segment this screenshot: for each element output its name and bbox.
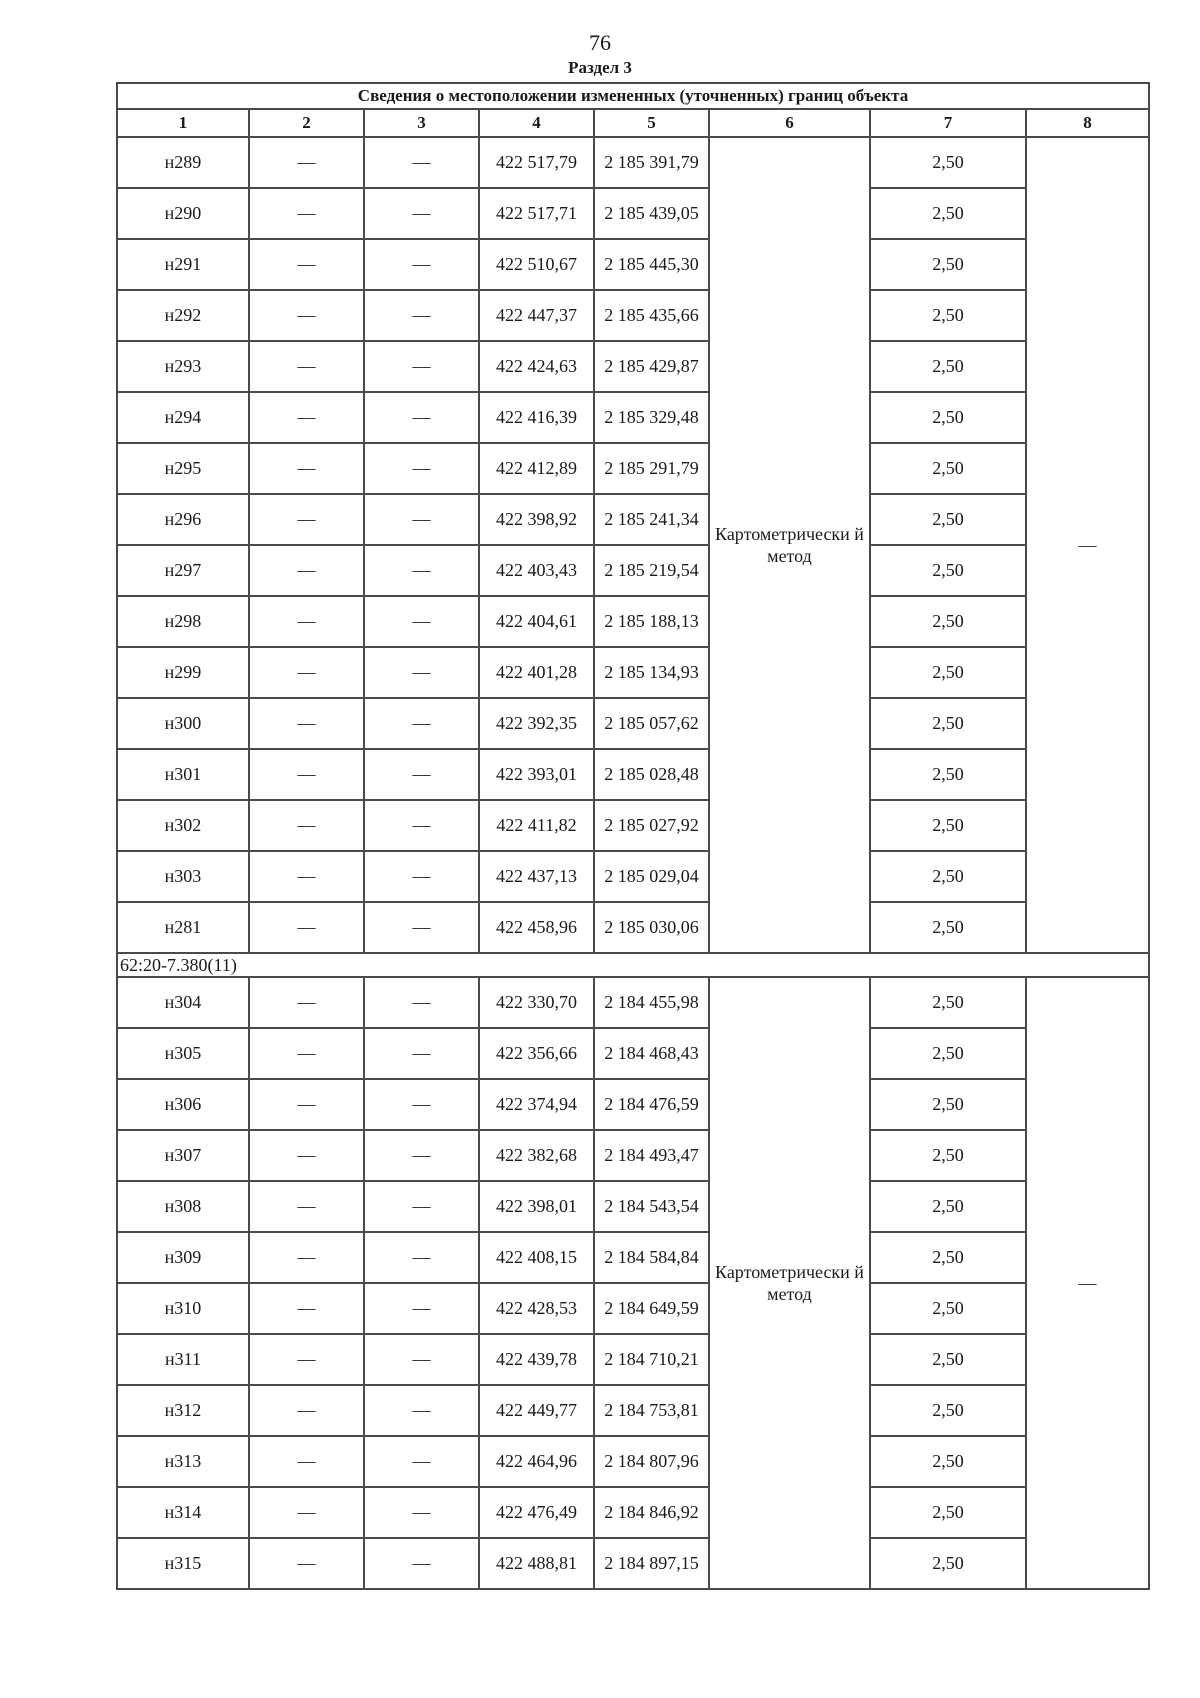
dash-cell: — [364,749,479,800]
accuracy-cell: 2,50 [870,1283,1026,1334]
dash-cell: — [364,290,479,341]
dash-cell: — [364,1130,479,1181]
y-coordinate-cell: 2 185 391,79 [594,137,709,188]
x-coordinate-cell: 422 464,96 [479,1436,594,1487]
method-cell: Картометрически й метод [709,977,870,1589]
y-coordinate-cell: 2 184 584,84 [594,1232,709,1283]
table-row [117,443,1149,494]
dash-cell: — [364,545,479,596]
y-coordinate-cell: 2 185 329,48 [594,392,709,443]
y-coordinate-cell: 2 185 057,62 [594,698,709,749]
point-number-cell: н281 [117,902,249,953]
accuracy-cell: 2,50 [870,1232,1026,1283]
dash-cell: — [364,902,479,953]
point-number-cell: н303 [117,851,249,902]
accuracy-cell: 2,50 [870,977,1026,1028]
accuracy-cell: 2,50 [870,290,1026,341]
x-coordinate-cell: 422 408,15 [479,1232,594,1283]
dash-cell: — [364,647,479,698]
point-number-cell: н299 [117,647,249,698]
y-coordinate-cell: 2 184 476,59 [594,1079,709,1130]
dash-cell: — [364,596,479,647]
point-number-cell: н308 [117,1181,249,1232]
y-coordinate-cell: 2 185 241,34 [594,494,709,545]
y-coordinate-cell: 2 185 291,79 [594,443,709,494]
point-number-cell: н291 [117,239,249,290]
dash-cell: — [364,1538,479,1589]
column-number: 2 [249,109,364,137]
y-coordinate-cell: 2 184 846,92 [594,1487,709,1538]
point-number-cell: н310 [117,1283,249,1334]
y-coordinate-cell: 2 184 753,81 [594,1385,709,1436]
accuracy-cell: 2,50 [870,1538,1026,1589]
dash-cell: — [249,1538,364,1589]
y-coordinate-cell: 2 184 468,43 [594,1028,709,1079]
dash-cell: — [364,1436,479,1487]
dash-cell: — [249,1181,364,1232]
y-coordinate-cell: 2 185 028,48 [594,749,709,800]
table-row [117,494,1149,545]
x-coordinate-cell: 422 393,01 [479,749,594,800]
dash-cell: — [249,800,364,851]
point-number-cell: н307 [117,1130,249,1181]
dash-cell: — [249,137,364,188]
accuracy-cell: 2,50 [870,1385,1026,1436]
accuracy-cell: 2,50 [870,443,1026,494]
table-row [117,1385,1149,1436]
dash-cell: — [249,443,364,494]
accuracy-cell: 2,50 [870,392,1026,443]
table-row [117,749,1149,800]
method-cell: Картометрически й метод [709,137,870,953]
point-number-cell: н315 [117,1538,249,1589]
accuracy-cell: 2,50 [870,1028,1026,1079]
y-coordinate-cell: 2 184 543,54 [594,1181,709,1232]
point-number-cell: н293 [117,341,249,392]
table-row [117,239,1149,290]
point-number-cell: н296 [117,494,249,545]
column-number-row [117,109,1149,137]
y-coordinate-cell: 2 184 455,98 [594,977,709,1028]
table-row [117,1028,1149,1079]
point-number-cell: н314 [117,1487,249,1538]
column-number: 6 [709,109,870,137]
accuracy-cell: 2,50 [870,647,1026,698]
x-coordinate-cell: 422 392,35 [479,698,594,749]
y-coordinate-cell: 2 185 029,04 [594,851,709,902]
x-coordinate-cell: 422 510,67 [479,239,594,290]
x-coordinate-cell: 422 424,63 [479,341,594,392]
accuracy-cell: 2,50 [870,1487,1026,1538]
y-coordinate-cell: 2 185 435,66 [594,290,709,341]
point-number-cell: н306 [117,1079,249,1130]
dash-cell: — [249,902,364,953]
dash-cell: — [249,647,364,698]
dash-cell: — [249,1028,364,1079]
dash-cell: — [364,800,479,851]
table-row [117,647,1149,698]
accuracy-cell: 2,50 [870,188,1026,239]
y-coordinate-cell: 2 185 219,54 [594,545,709,596]
accuracy-cell: 2,50 [870,851,1026,902]
y-coordinate-cell: 2 184 493,47 [594,1130,709,1181]
column-number: 1 [117,109,249,137]
table-row [117,1130,1149,1181]
dash-cell: — [364,1079,479,1130]
x-coordinate-cell: 422 439,78 [479,1334,594,1385]
accuracy-cell: 2,50 [870,1181,1026,1232]
table-row [117,290,1149,341]
page-number: 76 [589,30,611,55]
column-number: 5 [594,109,709,137]
table-row [117,902,1149,953]
accuracy-cell: 2,50 [870,800,1026,851]
dash-cell: — [249,1487,364,1538]
dash-cell: — [249,1079,364,1130]
x-coordinate-cell: 422 401,28 [479,647,594,698]
x-coordinate-cell: 422 449,77 [479,1385,594,1436]
group-label: 62:20-7.380(11) [117,953,1149,977]
point-number-cell: н300 [117,698,249,749]
dash-cell: — [249,1130,364,1181]
y-coordinate-cell: 2 184 897,15 [594,1538,709,1589]
accuracy-cell: 2,50 [870,137,1026,188]
dash-cell: — [364,977,479,1028]
point-number-cell: н313 [117,1436,249,1487]
table-row [117,1232,1149,1283]
column-8-cell: — [1026,977,1149,1589]
point-number-cell: н289 [117,137,249,188]
accuracy-cell: 2,50 [870,1334,1026,1385]
point-number-cell: н311 [117,1334,249,1385]
dash-cell: — [364,443,479,494]
dash-cell: — [364,137,479,188]
point-number-cell: н309 [117,1232,249,1283]
y-coordinate-cell: 2 184 649,59 [594,1283,709,1334]
dash-cell: — [249,977,364,1028]
x-coordinate-cell: 422 437,13 [479,851,594,902]
accuracy-cell: 2,50 [870,1079,1026,1130]
x-coordinate-cell: 422 517,79 [479,137,594,188]
dash-cell: — [364,341,479,392]
dash-cell: — [249,749,364,800]
x-coordinate-cell: 422 382,68 [479,1130,594,1181]
boundary-coordinates-table [116,82,1150,1590]
point-number-cell: н290 [117,188,249,239]
point-number-cell: н304 [117,977,249,1028]
dash-cell: — [249,851,364,902]
x-coordinate-cell: 422 412,89 [479,443,594,494]
y-coordinate-cell: 2 184 807,96 [594,1436,709,1487]
column-8-cell: — [1026,137,1149,953]
point-number-cell: н292 [117,290,249,341]
dash-cell: — [249,698,364,749]
point-number-cell: н297 [117,545,249,596]
table-caption-row [117,83,1149,109]
point-number-cell: н305 [117,1028,249,1079]
dash-cell: — [249,1436,364,1487]
point-number-cell: н302 [117,800,249,851]
dash-cell: — [249,545,364,596]
dash-cell: — [364,1487,479,1538]
dash-cell: — [364,188,479,239]
table-row [117,545,1149,596]
x-coordinate-cell: 422 428,53 [479,1283,594,1334]
dash-cell: — [364,698,479,749]
y-coordinate-cell: 2 185 439,05 [594,188,709,239]
column-number: 3 [364,109,479,137]
table-row [117,1487,1149,1538]
point-number-cell: н301 [117,749,249,800]
accuracy-cell: 2,50 [870,698,1026,749]
x-coordinate-cell: 422 447,37 [479,290,594,341]
x-coordinate-cell: 422 398,92 [479,494,594,545]
table-row [117,977,1149,1028]
dash-cell: — [249,494,364,545]
dash-cell: — [249,1283,364,1334]
table-row [117,188,1149,239]
table-row [117,1436,1149,1487]
dash-cell: — [364,1181,479,1232]
point-number-cell: н312 [117,1385,249,1436]
accuracy-cell: 2,50 [870,1130,1026,1181]
point-number-cell: н294 [117,392,249,443]
table-row [117,137,1149,188]
y-coordinate-cell: 2 185 027,92 [594,800,709,851]
dash-cell: — [364,1232,479,1283]
x-coordinate-cell: 422 374,94 [479,1079,594,1130]
dash-cell: — [249,239,364,290]
dash-cell: — [249,1232,364,1283]
dash-cell: — [364,1334,479,1385]
table-row [117,1334,1149,1385]
table-row [117,698,1149,749]
x-coordinate-cell: 422 404,61 [479,596,594,647]
accuracy-cell: 2,50 [870,1436,1026,1487]
y-coordinate-cell: 2 185 429,87 [594,341,709,392]
x-coordinate-cell: 422 488,81 [479,1538,594,1589]
dash-cell: — [364,392,479,443]
dash-cell: — [249,1334,364,1385]
accuracy-cell: 2,50 [870,902,1026,953]
group-label-row [117,953,1149,977]
accuracy-cell: 2,50 [870,239,1026,290]
table-row [117,392,1149,443]
y-coordinate-cell: 2 185 188,13 [594,596,709,647]
dash-cell: — [249,596,364,647]
table-row [117,596,1149,647]
x-coordinate-cell: 422 517,71 [479,188,594,239]
dash-cell: — [364,1283,479,1334]
x-coordinate-cell: 422 416,39 [479,392,594,443]
accuracy-cell: 2,50 [870,341,1026,392]
table-row [117,1079,1149,1130]
section-title: Раздел 3 [568,58,632,77]
y-coordinate-cell: 2 185 030,06 [594,902,709,953]
table-row [117,1538,1149,1589]
column-number: 8 [1026,109,1149,137]
dash-cell: — [249,392,364,443]
accuracy-cell: 2,50 [870,596,1026,647]
x-coordinate-cell: 422 398,01 [479,1181,594,1232]
table-caption: Сведения о местоположении измененных (уточненных) границ объекта [117,83,1149,109]
y-coordinate-cell: 2 184 710,21 [594,1334,709,1385]
y-coordinate-cell: 2 185 445,30 [594,239,709,290]
point-number-cell: н295 [117,443,249,494]
table-row [117,851,1149,902]
x-coordinate-cell: 422 411,82 [479,800,594,851]
x-coordinate-cell: 422 458,96 [479,902,594,953]
table-row [117,341,1149,392]
dash-cell: — [364,1028,479,1079]
accuracy-cell: 2,50 [870,494,1026,545]
dash-cell: — [249,188,364,239]
point-number-cell: н298 [117,596,249,647]
dash-cell: — [364,851,479,902]
table-row [117,800,1149,851]
column-number: 4 [479,109,594,137]
column-number: 7 [870,109,1026,137]
accuracy-cell: 2,50 [870,749,1026,800]
dash-cell: — [364,239,479,290]
x-coordinate-cell: 422 330,70 [479,977,594,1028]
dash-cell: — [249,290,364,341]
x-coordinate-cell: 422 356,66 [479,1028,594,1079]
dash-cell: — [249,341,364,392]
dash-cell: — [249,1385,364,1436]
table-row [117,1283,1149,1334]
dash-cell: — [364,494,479,545]
x-coordinate-cell: 422 476,49 [479,1487,594,1538]
dash-cell: — [364,1385,479,1436]
table-row [117,1181,1149,1232]
y-coordinate-cell: 2 185 134,93 [594,647,709,698]
accuracy-cell: 2,50 [870,545,1026,596]
x-coordinate-cell: 422 403,43 [479,545,594,596]
